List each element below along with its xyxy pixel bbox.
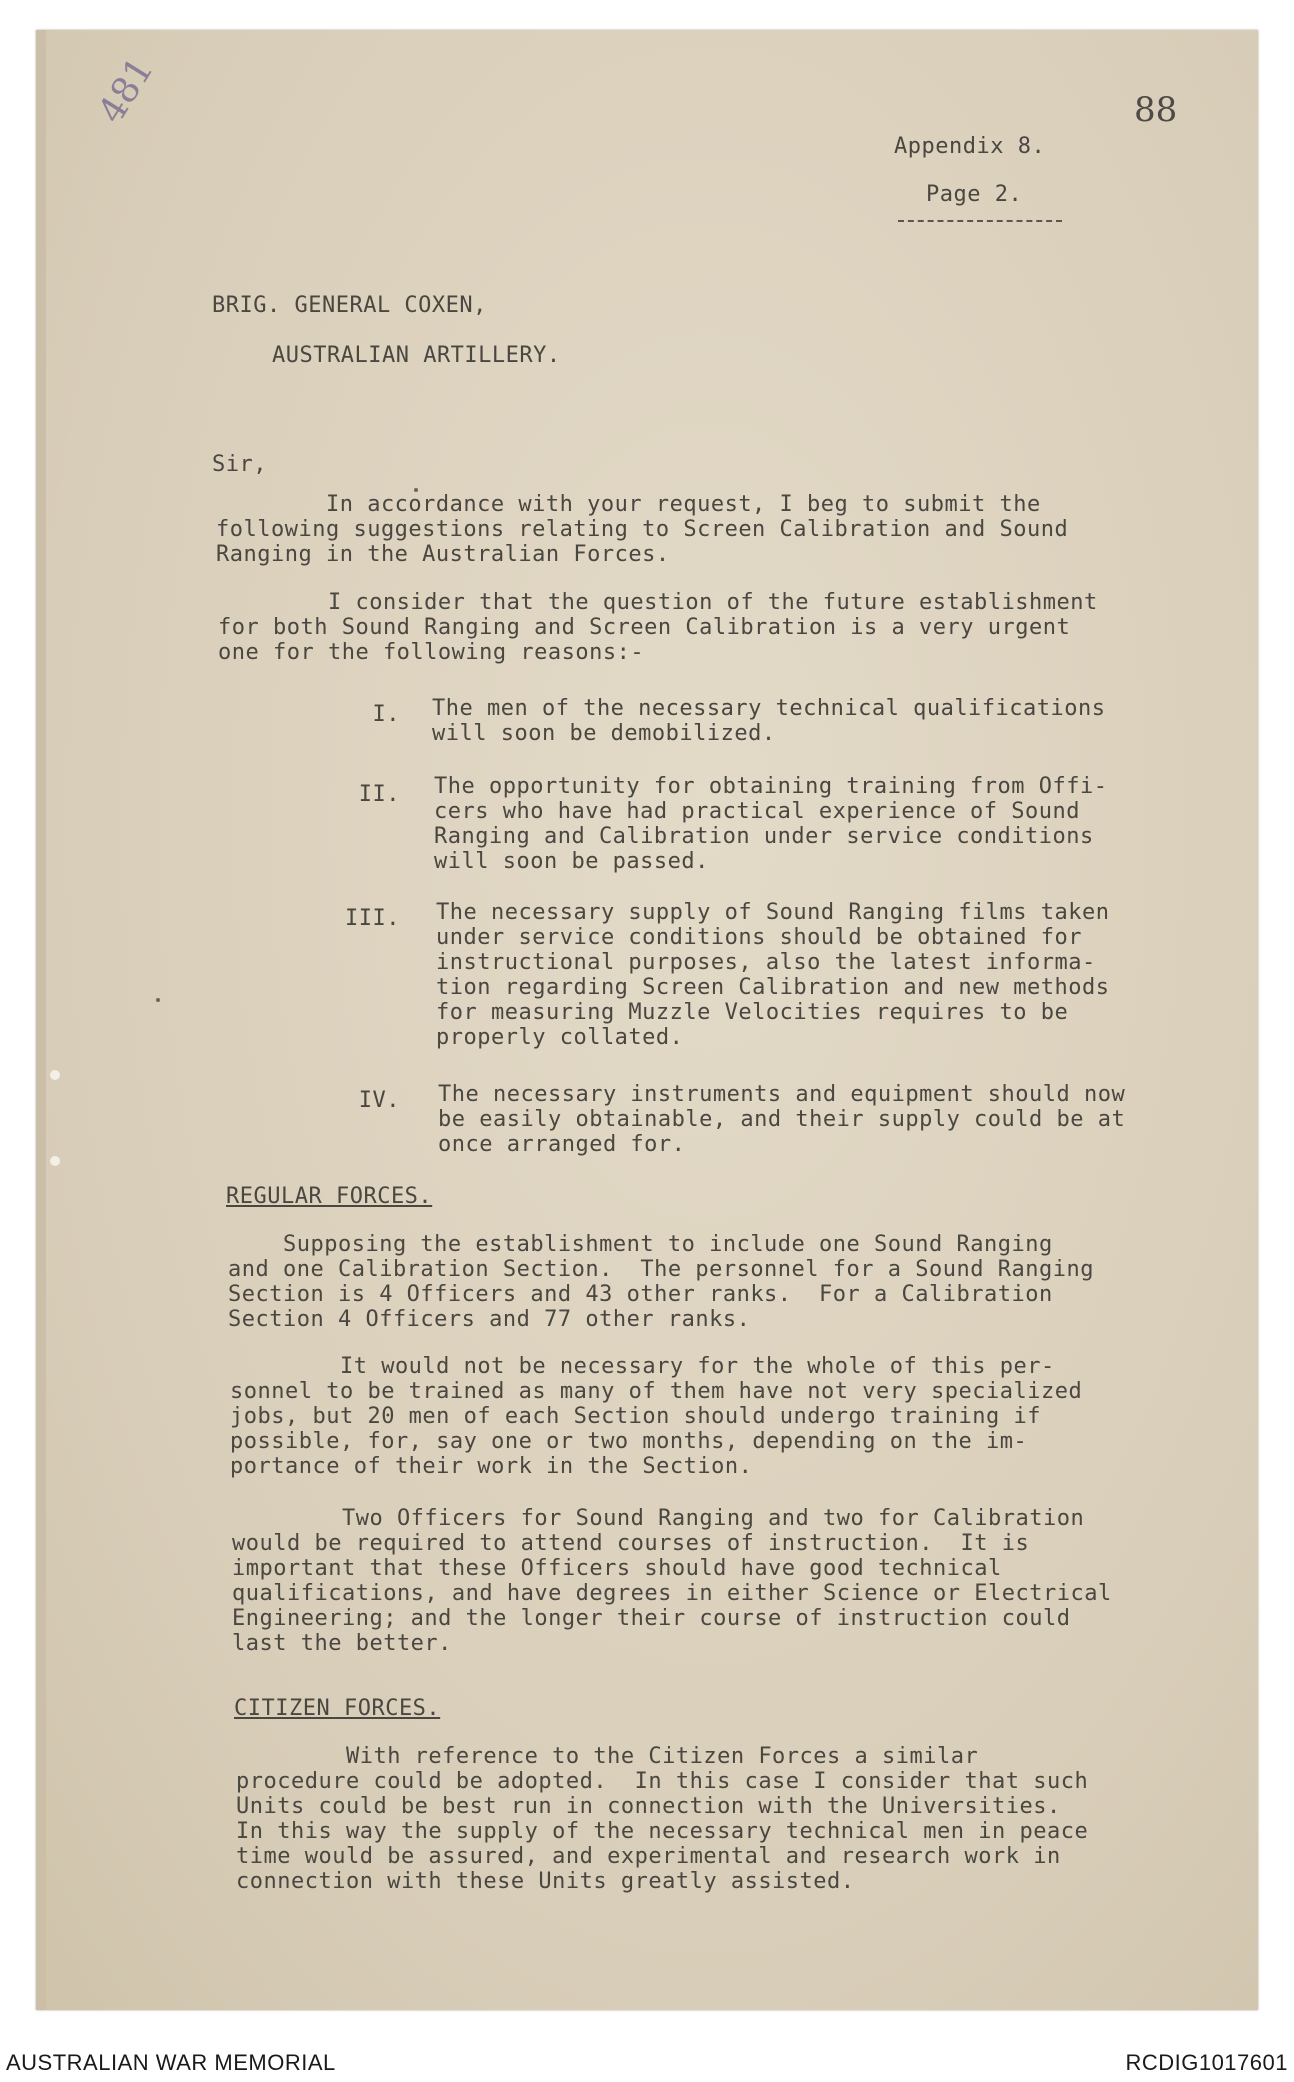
reason-numeral-2: II. <box>358 782 400 807</box>
regular-forces-heading: REGULAR FORCES. <box>226 1184 433 1209</box>
header-rule <box>898 220 1062 222</box>
salutation: Sir, <box>212 452 267 477</box>
handwritten-folio-number: 481 <box>90 50 162 131</box>
archive-credit: AUSTRALIAN WAR MEMORIAL <box>6 2050 336 2075</box>
reason-text-1: The men of the necessary technical qualifications will soon be demobilized. <box>432 696 1106 746</box>
reason-text-3: The necessary supply of Sound Ranging films taken under service conditions should be obtained for instructional purposes, also the latest informa- tion regarding Screen Calibration and new methods for measuring Muzzle Velocities requires to be properly collated. <box>436 900 1110 1050</box>
regular-paragraph-2: It would not be necessary for the whole of this per- sonnel to be trained as many of them have not very specialized jobs, but 20 men of each Section should undergo training if possible, for, say one or two months, depending on the im- portance of their work in the Section. <box>230 1354 1083 1479</box>
addressee-line-1: BRIG. GENERAL COXEN, <box>212 293 487 318</box>
ink-speck <box>156 998 160 1002</box>
archive-item-id: RCDIG1017601 <box>1125 2050 1288 2075</box>
citizen-paragraph: With reference to the Citizen Forces a similar procedure could be adopted. In this case I consider that such Units could be best run in connection with the Universities. In this way the supply of the necessary technical men in peace time would be assured, and experimental and research work in connection with these Units greatly assisted. <box>236 1744 1089 1894</box>
addressee-line-2: AUSTRALIAN ARTILLERY. <box>272 343 561 368</box>
citizen-forces-heading: CITIZEN FORCES. <box>234 1696 441 1721</box>
reason-numeral-3: III. <box>345 906 400 931</box>
appendix-label: Appendix 8. <box>894 134 1046 159</box>
stamped-folio-number: 88 <box>1134 90 1178 130</box>
punch-hole <box>50 1070 60 1080</box>
reason-text-4: The necessary instruments and equipment should now be easily obtainable, and their supply could be at once arranged for. <box>438 1082 1126 1157</box>
reason-text-2: The opportunity for obtaining training from Offi- cers who have had practical experience of Sound Ranging and Calibration under service conditions will soon be passed. <box>434 774 1108 874</box>
punch-hole <box>50 1156 60 1166</box>
intro-paragraph-1: In accordance with your request, I beg to submit the following suggestions relating to Screen Calibration and Sound Ranging in the Australian Forces. <box>216 492 1069 567</box>
regular-paragraph-1: Supposing the establishment to include one Sound Ranging and one Calibration Section. The personnel for a Sound Ranging Section is 4 Officers and 43 other ranks. For a Calibration Section 4 Officers and 77 other ranks. <box>228 1232 1094 1332</box>
page-edge-shadow <box>36 30 46 2010</box>
regular-paragraph-3: Two Officers for Sound Ranging and two for Calibration would be required to attend courses of instruction. It is important that these Officers should have good technical qualifications, and have degrees in either Science or Electrical Engineering; and the longer their course of instruction could last the better. <box>232 1506 1112 1656</box>
reason-numeral-4: IV. <box>358 1088 400 1113</box>
intro-paragraph-2: I consider that the question of the future establishment for both Sound Ranging and Screen Calibration is a very urgent one for the following reasons:- <box>218 590 1098 665</box>
reason-numeral-1: I. <box>372 702 400 727</box>
page-label: Page 2. <box>926 182 1023 207</box>
